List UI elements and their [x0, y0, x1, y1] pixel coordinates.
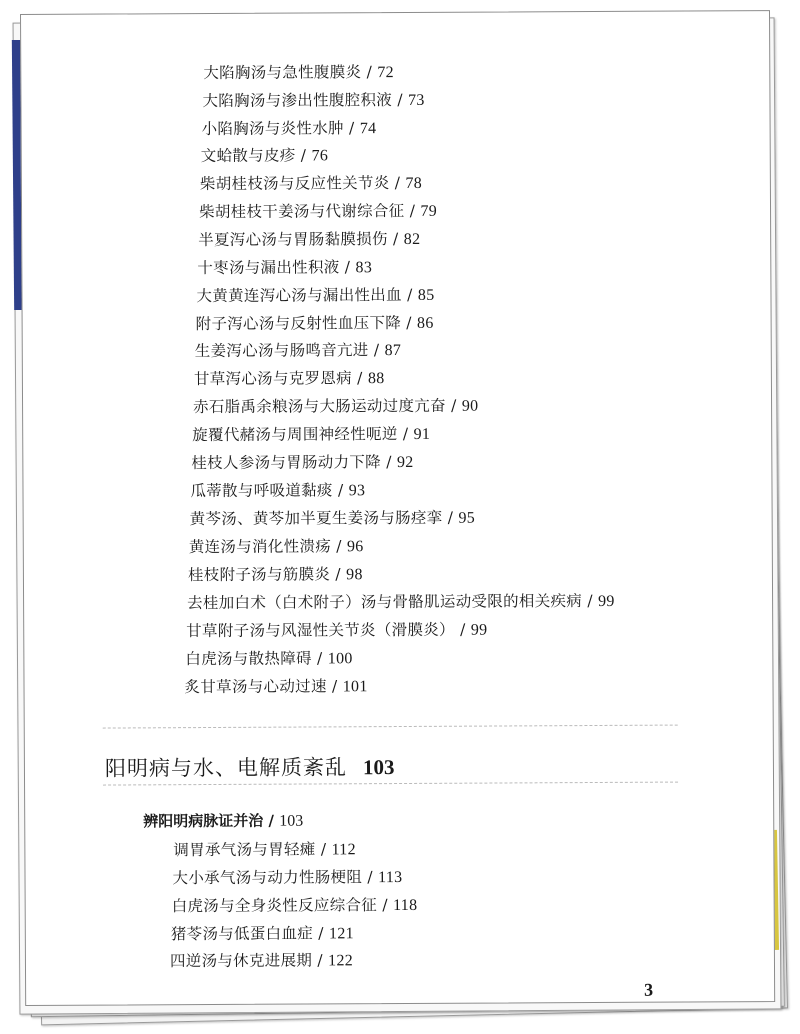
toc-entry: 十枣汤与漏出性积液 / 83 [197, 258, 373, 278]
toc-entry: 附子泻心汤与反射性血压下降 / 86 [195, 313, 434, 334]
toc-entry: 文蛤散与皮疹 / 76 [200, 146, 329, 166]
toc-entry: 赤石脂禹余粮汤与大肠运动过度亢奋 / 90 [193, 396, 479, 417]
subsection-heading: 辨阳明病脉证并治 / 103 [143, 811, 304, 831]
section-heading [105, 751, 395, 783]
toc-entry: 黄芩汤、黄芩加半夏生姜汤与肠痉挛 / 95 [189, 508, 476, 529]
section-divider-bottom [103, 782, 678, 786]
toc-entry: 猪苓汤与低蛋白血症 / 121 [170, 924, 354, 944]
toc-entry: 白虎汤与全身炎性反应综合征 / 118 [171, 896, 418, 916]
toc-entry: 生姜泻心汤与肠鸣音亢进 / 87 [194, 341, 402, 361]
toc-entry: 桂枝人参汤与胃肠动力下降 / 92 [191, 453, 414, 473]
section-title: 阳明病与水、电解质紊乱 [104, 755, 348, 781]
toc-entry: 炙甘草汤与心动过速 / 101 [184, 677, 368, 697]
toc-entry: 柴胡桂枝汤与反应性关节炎 / 78 [199, 173, 423, 194]
toc-entry: 四逆汤与休克进展期 / 122 [169, 951, 354, 971]
toc-entry: 大陷胸汤与渗出性腹腔积液 / 73 [202, 90, 425, 111]
toc-entry: 半夏泻心汤与胃肠黏膜损伤 / 82 [198, 229, 421, 250]
toc-entry: 柴胡桂枝干姜汤与代谢综合征 / 79 [198, 201, 438, 222]
page-number: 3 [644, 979, 654, 1000]
toc-entry: 大小承气汤与动力性肠梗阻 / 113 [172, 868, 403, 888]
toc-entry: 桂枝附子汤与筋膜炎 / 98 [187, 565, 363, 585]
toc-page [20, 10, 775, 1006]
toc-entry: 白虎汤与散热障碍 / 100 [185, 649, 353, 669]
toc-entry: 调胃承气汤与胃轻瘫 / 112 [173, 840, 356, 860]
toc-entry: 甘草附子汤与风湿性关节炎（滑膜炎） / 99 [186, 620, 488, 641]
toc-entry: 黄连汤与消化性溃疡 / 96 [188, 537, 364, 557]
toc-entry: 小陷胸汤与炎性水肿 / 74 [201, 119, 377, 139]
toc-entry: 大黄黄连泻心汤与漏出性出血 / 85 [196, 285, 435, 306]
section-divider-top [103, 725, 678, 729]
toc-entry: 甘草泻心汤与克罗恩病 / 88 [193, 369, 385, 389]
toc-entry: 旋覆代赭汤与周围神经性呃逆 / 91 [192, 424, 431, 445]
toc-entry: 去桂加白术（白术附子）汤与骨骼肌运动受限的相关疾病 / 99 [187, 591, 615, 613]
toc-entry: 大陷胸汤与急性腹膜炎 / 72 [203, 63, 394, 83]
toc-entry: 瓜蒂散与呼吸道黏痰 / 93 [190, 481, 366, 501]
section-page: 103 [362, 755, 395, 780]
